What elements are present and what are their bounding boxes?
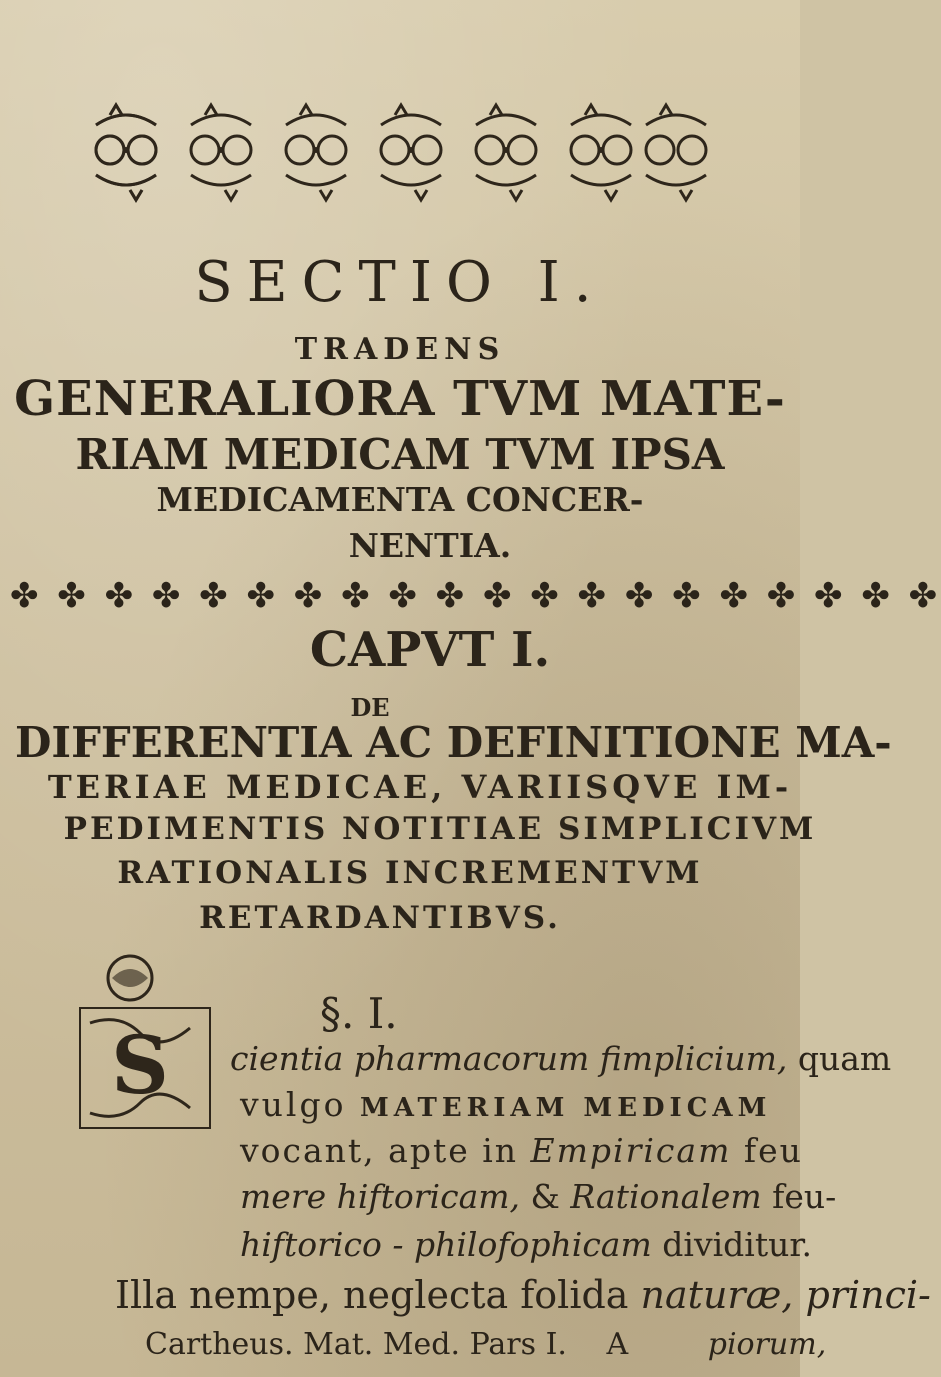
section-subtitle: TRADENS <box>294 332 506 368</box>
chapter-title: CAPVT I. <box>309 621 551 678</box>
body-text: vulgo <box>240 1084 360 1124</box>
body-text: dividitur. <box>651 1225 812 1265</box>
body-text: Rationalem <box>570 1176 762 1216</box>
chapter-subtitle-4: RATIONALIS INCREMENTVM <box>117 855 703 892</box>
headpiece-ornament <box>70 95 710 215</box>
chapter-subtitle-3: PEDIMENTIS NOTITIAE SIMPLICIVM <box>63 811 817 848</box>
body-text: hiftorico - philofophicam <box>240 1225 652 1265</box>
catchword: piorum, <box>707 1326 827 1362</box>
body-text: Empiricam <box>530 1130 732 1170</box>
catchletter: A <box>606 1326 629 1362</box>
body-text: MATERIAM MEDICAM <box>359 1092 772 1123</box>
chapter-subtitle-1: DIFFERENTIA AC DEFINITIONE MA- <box>15 717 892 767</box>
body-text: vocant, apte in <box>240 1130 531 1170</box>
body-text: pharmacorum fimplicium, <box>353 1039 788 1078</box>
heading-line-1: GENERALIORA TVM MATE- <box>14 371 786 428</box>
page-footer <box>145 1327 826 1362</box>
body-text: Illa nempe, neglecta folida <box>115 1272 641 1317</box>
chapter-de: DE <box>350 692 390 722</box>
body-line-1 <box>230 1039 891 1078</box>
body-line-6 <box>115 1273 931 1317</box>
body-text: quam <box>787 1039 892 1078</box>
body-line-3 <box>240 1131 803 1170</box>
chapter-subtitle-2: TERIAE MEDICAE, VARIISQVE IM- <box>47 767 793 806</box>
heading-line-4: NENTIA. <box>348 525 512 565</box>
body-text: & <box>520 1176 571 1216</box>
body-text: mere hiftoricam, <box>240 1176 521 1216</box>
chapter-subtitle-5: RETARDANTIBVS. <box>199 899 561 936</box>
body-line-5 <box>240 1225 812 1264</box>
body-text: cientia <box>230 1039 354 1078</box>
signature: Cartheus. Mat. Med. Pars I. <box>145 1326 567 1362</box>
body-text: feu <box>731 1130 803 1170</box>
paragraph-mark: §. I. <box>320 988 398 1038</box>
heading-line-2: RIAM MEDICAM TVM IPSA <box>75 429 725 479</box>
body-line-2 <box>240 1085 771 1124</box>
body-line-4 <box>240 1177 836 1216</box>
body-text: naturæ, princi- <box>640 1272 931 1317</box>
svg-text:S: S <box>111 1018 169 1113</box>
body-text: feu- <box>761 1176 837 1216</box>
heading-line-3: MEDICAMENTA CONCER- <box>156 479 644 519</box>
star-separator: ✤ ✤ ✤ ✤ ✤ ✤ ✤ ✤ ✤ ✤ ✤ ✤ ✤ ✤ ✤ ✤ ✤ ✤ ✤ ✤ <box>10 575 941 616</box>
woodcut-initial-s <box>70 943 220 1133</box>
section-title: SECTIO I. <box>194 250 606 316</box>
